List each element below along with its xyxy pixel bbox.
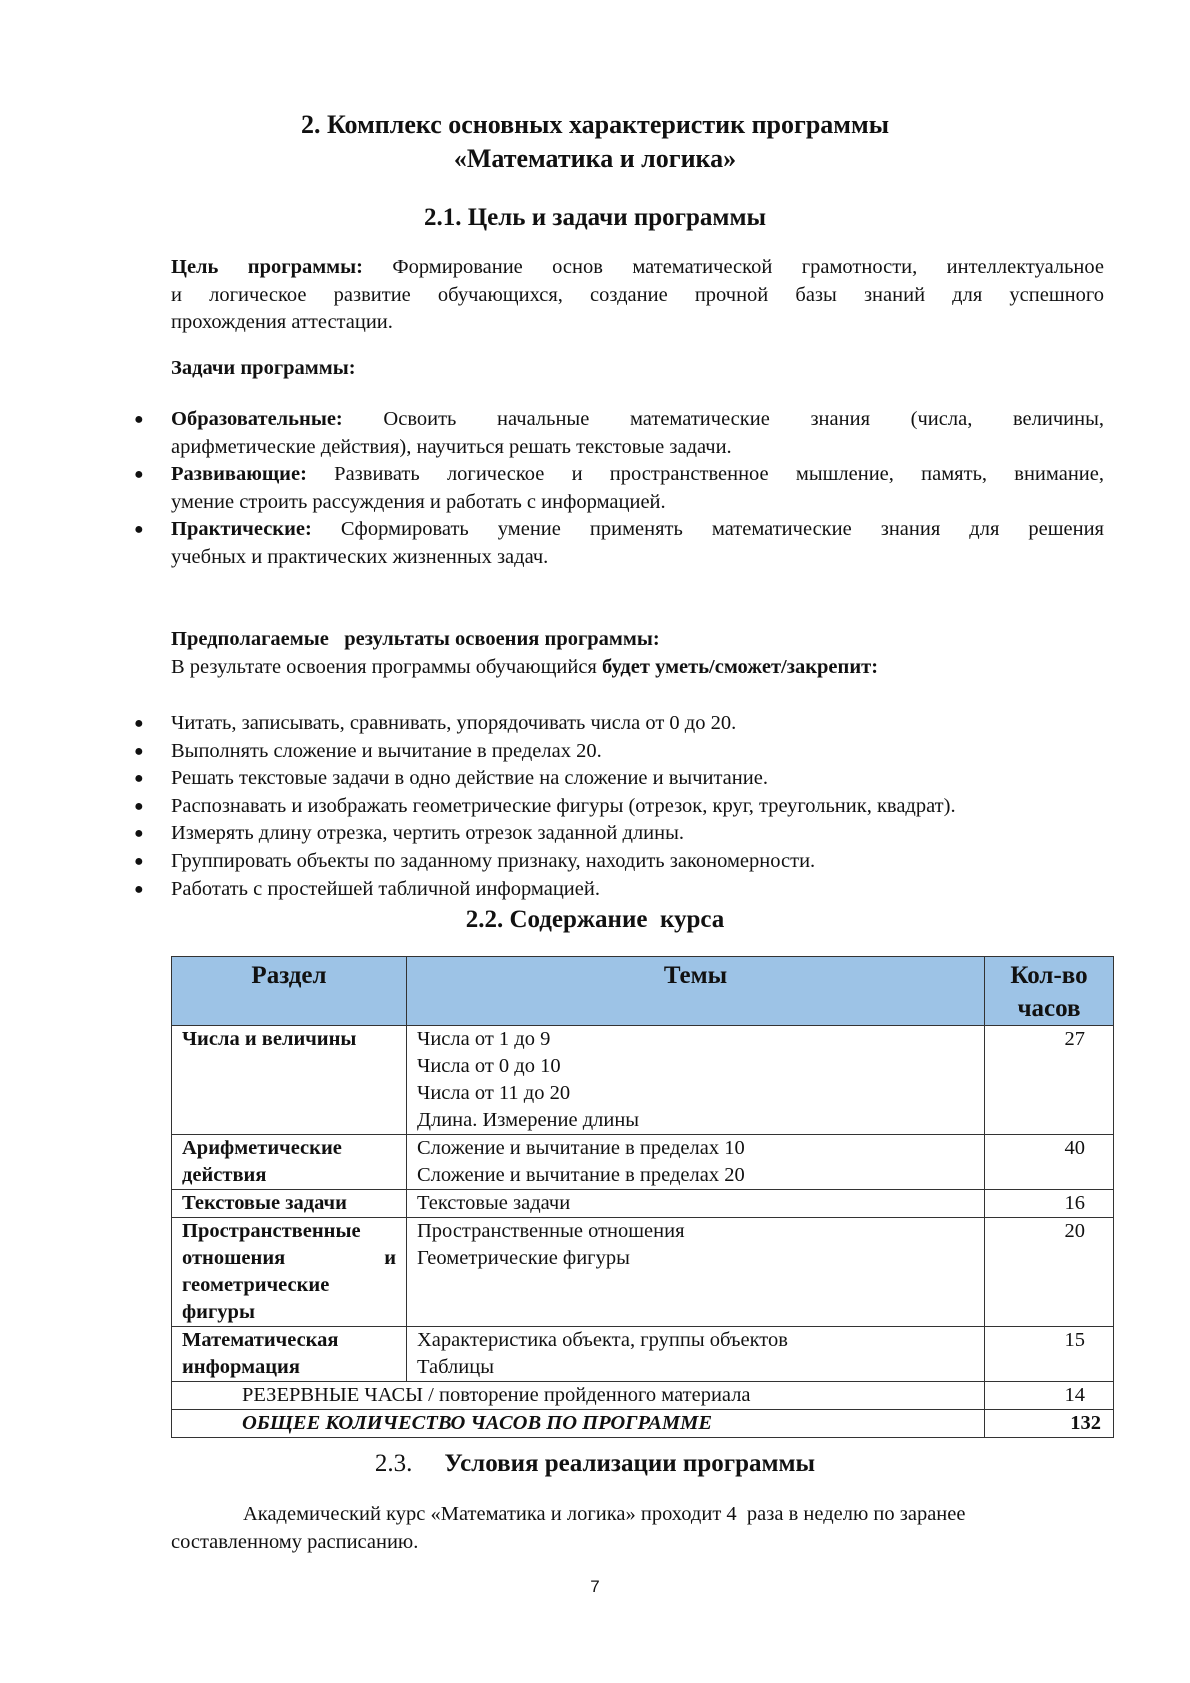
table-row [172, 1327, 1114, 1382]
table-header-row [172, 957, 1114, 1026]
topic: Числа от 0 до 10 [417, 1055, 561, 1077]
goal-label: Цель программы: [171, 256, 363, 278]
results-block [171, 626, 1104, 681]
bullet-icon: ● [134, 770, 144, 788]
reserve-row [172, 1382, 1114, 1410]
result-text: Измерять длину отрезка, чертить отрезок заданной длины. [171, 822, 685, 845]
reserve-label: РЕЗЕРВНЫЕ ЧАСЫ / повторение пройденного материала [172, 1382, 985, 1410]
topic: Таблицы [417, 1356, 494, 1378]
topic: Геометрические фигуры [417, 1247, 630, 1269]
course-content-table [171, 956, 1114, 1438]
result-text: Распознавать и изображать геометрические фигуры (отрезок, круг, треугольник, квадрат). [171, 794, 956, 817]
chapter-title-line2: «Математика и логика» [453, 144, 737, 173]
topic: Пространственные отношения [417, 1220, 685, 1242]
goal-paragraph [171, 254, 1104, 337]
result-text: Работать с простейшей табличной информацией. [171, 877, 600, 900]
table-row [172, 1218, 1114, 1327]
result-text: Выполнять сложение и вычитание в пределах 20. [171, 739, 602, 762]
section-cell: Математическая информация [172, 1327, 407, 1382]
section-2-3-number: 2.3. [374, 1450, 413, 1477]
total-hours: 132 [985, 1410, 1114, 1438]
task-label: Образовательные: [171, 408, 343, 430]
bullet-icon: ● [134, 825, 144, 843]
goal-text-1: Формирование основ математической грамотности, интеллектуальное [362, 256, 1104, 278]
topics-cell [407, 1135, 985, 1190]
page-number: 7 [590, 1577, 600, 1596]
section-line: геометрические [182, 1274, 330, 1296]
topics-cell [407, 1190, 985, 1218]
task-text: арифметические действия), научиться решать текстовые задачи. [171, 435, 732, 458]
section-cell [172, 1218, 407, 1327]
bullet-icon: ● [134, 797, 144, 815]
task-text: учебных и практических жизненных задач. [171, 545, 549, 568]
section-line: фигуры [182, 1301, 255, 1323]
topic: Характеристика объекта, группы объектов [417, 1329, 788, 1351]
hours-cell: 16 [985, 1190, 1114, 1218]
topic: Текстовые задачи [417, 1192, 571, 1214]
topics-cell [407, 1327, 985, 1382]
bullet-icon: ● [134, 521, 144, 538]
result-text: Группировать объекты по заданному признаку, находить закономерности. [171, 849, 816, 872]
table-row [172, 1026, 1114, 1135]
section-cell: Текстовые задачи [172, 1190, 407, 1218]
chapter-title [0, 108, 1190, 176]
task-text: умение строить рассуждения и работать с информацией. [171, 490, 666, 513]
column-header-topics: Темы [407, 957, 985, 1026]
results-intro-bold: будет уметь/сможет/закрепит: [602, 655, 879, 678]
task-text: Развивать логическое и пространственное мышление, память, внимание, [306, 463, 1104, 485]
bullet-icon: ● [134, 466, 144, 483]
bullet-icon: ● [134, 411, 144, 428]
section-2-3-title [0, 1449, 1190, 1479]
task-text: Освоить начальные математические знания (числа, величины, [342, 408, 1104, 430]
result-item [131, 710, 1104, 738]
bullet-icon: ● [134, 852, 144, 870]
result-item [131, 820, 1104, 848]
goal-text-2: и логическое развитие обучающихся, создание прочной базы знаний для успешного [171, 283, 1104, 306]
conditions-text-1: Академический курс «Математика и логика» проходит 4 раза в неделю по заранее [243, 1503, 966, 1525]
topic: Сложение и вычитание в пределах 10 [417, 1137, 745, 1159]
section-2-3-title-text: Условия реализации программы [444, 1450, 816, 1477]
conditions-paragraph [171, 1501, 1104, 1556]
total-row [172, 1410, 1114, 1438]
task-text: Сформировать умение применять математические знания для решения [311, 518, 1104, 540]
section-cell: Числа и величины [172, 1026, 407, 1135]
task-item [131, 461, 1104, 516]
section-cell: Арифметические действия [172, 1135, 407, 1190]
table-row [172, 1135, 1114, 1190]
topic: Длина. Измерение длины [417, 1109, 640, 1131]
result-item [131, 765, 1104, 793]
chapter-title-line1: 2. Комплекс основных характеристик программы [301, 110, 889, 139]
result-item [131, 738, 1104, 766]
task-item [131, 516, 1104, 571]
tasks-list [131, 406, 1104, 571]
topics-cell [407, 1218, 985, 1327]
result-item [131, 876, 1104, 904]
section-word: и [384, 1247, 396, 1269]
topic: Числа от 11 до 20 [417, 1082, 571, 1104]
task-label: Развивающие: [171, 463, 307, 485]
hours-cell: 20 [985, 1218, 1114, 1327]
hours-cell: 15 [985, 1327, 1114, 1382]
results-label: Предполагаемые результаты освоения программы: [171, 628, 660, 650]
conditions-text-2: составленному расписанию. [171, 1530, 419, 1553]
section-line [182, 1245, 396, 1272]
result-text: Читать, записывать, сравнивать, упорядочивать числа от 0 до 20. [171, 712, 737, 734]
reserve-hours: 14 [985, 1382, 1114, 1410]
task-label: Практические: [171, 518, 312, 540]
task-item [131, 406, 1104, 461]
tasks-label [171, 355, 1104, 383]
hours-cell: 40 [985, 1135, 1114, 1190]
goal-text-3: прохождения аттестации. [171, 311, 393, 333]
table-row [172, 1190, 1114, 1218]
result-text: Решать текстовые задачи в одно действие на сложение и вычитание. [171, 767, 768, 790]
topics-cell [407, 1026, 985, 1135]
column-header-hours: Кол-во часов [985, 957, 1114, 1026]
section-2-1-title: 2.1. Цель и задачи программы [423, 204, 767, 231]
section-word: отношения [182, 1247, 286, 1269]
topic: Числа от 1 до 9 [417, 1028, 551, 1050]
section-2-2-title: 2.2. Содержание курса [465, 906, 725, 933]
column-header-section: Раздел [172, 957, 407, 1026]
bullet-icon: ● [134, 880, 144, 898]
result-item [131, 848, 1104, 876]
results-intro: В результате освоения программы обучающийся [171, 655, 602, 678]
topic: Сложение и вычитание в пределах 20 [417, 1164, 745, 1186]
hours-cell: 27 [985, 1026, 1114, 1135]
section-line: Пространственные [182, 1220, 361, 1242]
result-item [131, 793, 1104, 821]
total-label: ОБЩЕЕ КОЛИЧЕСТВО ЧАСОВ ПО ПРОГРАММЕ [172, 1410, 985, 1438]
bullet-icon: ● [134, 742, 144, 760]
tasks-label-text: Задачи программы: [171, 357, 356, 379]
results-list [131, 710, 1104, 903]
bullet-icon: ● [134, 715, 144, 732]
